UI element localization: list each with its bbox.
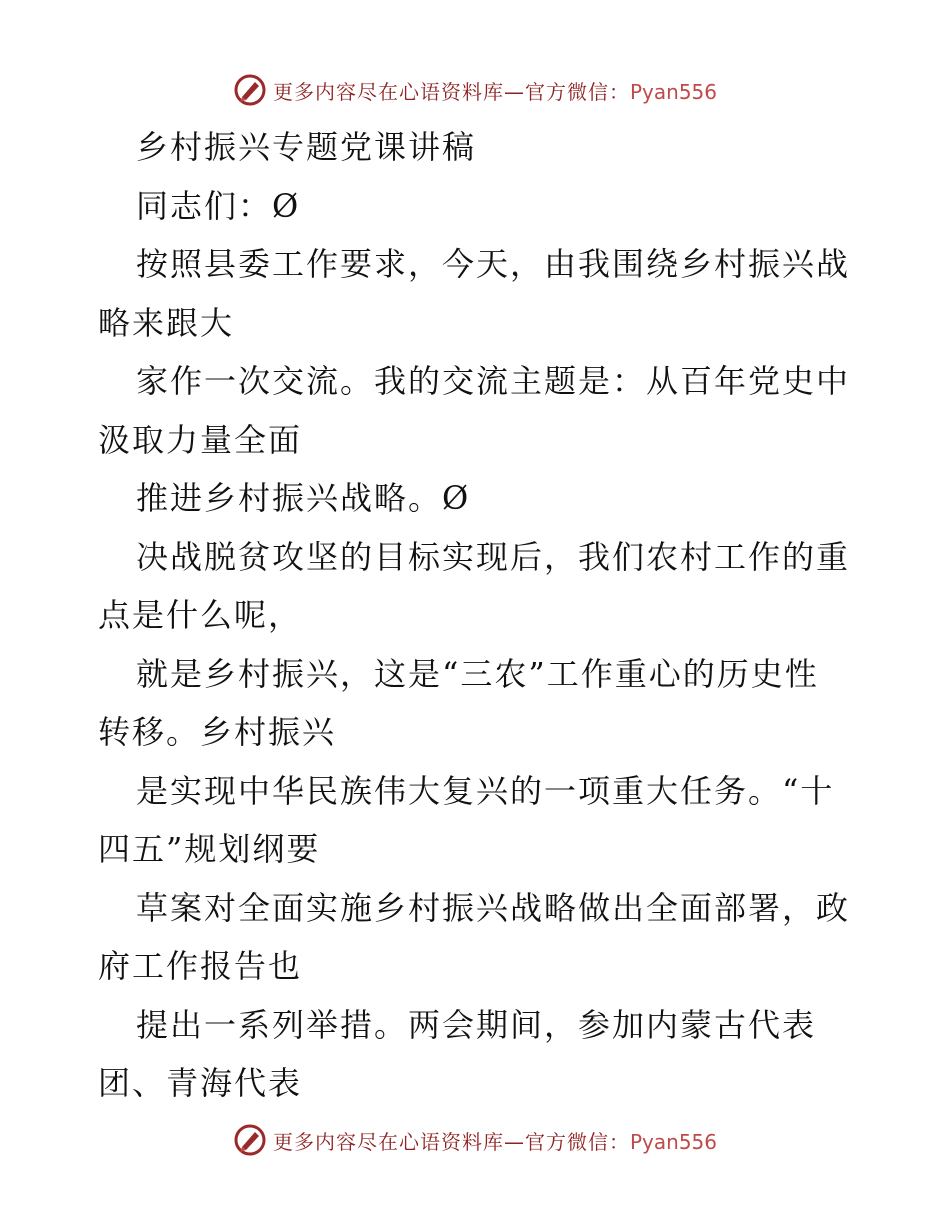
wechat-id: Pyan556: [629, 1129, 717, 1154]
text-line: 决战脱贫攻坚的目标实现后，我们农村工作的重: [136, 537, 851, 576]
banner-text: [273, 1126, 717, 1155]
banner-text: [273, 76, 717, 105]
banner-label: 更多内容尽在心语资料库—官方微信：: [272, 1129, 630, 1154]
text-line: 草案对全面实施乡村振兴战略做出全面部署，政: [136, 888, 851, 927]
text-line: 团、青海代表: [98, 1064, 303, 1102]
text-line: 汲取力量全面: [98, 420, 303, 459]
pen-logo-icon: [233, 1123, 267, 1157]
header-banner: [0, 70, 950, 110]
text-line: 同志们：Ø: [136, 186, 301, 225]
footer-banner: [0, 1120, 950, 1160]
text-line: 推进乡村振兴战略。Ø: [136, 479, 471, 517]
pen-logo-icon: [233, 73, 267, 107]
text-line: 转移。乡村振兴: [98, 713, 337, 751]
text-line: 按照县委工作要求，今天，由我围绕乡村振兴战: [136, 245, 851, 283]
document-body: [98, 118, 858, 1113]
banner-label: 更多内容尽在心语资料库—官方微信：: [272, 79, 630, 104]
text-line: 四五”规划纲要: [98, 830, 321, 868]
doc-title: 乡村振兴专题党课讲稿: [136, 128, 477, 166]
text-line: 就是乡村振兴，这是“三农”工作重心的历史性: [136, 654, 819, 693]
text-line: 提出一系列举措。两会期间，参加内蒙古代表: [136, 1005, 817, 1044]
text-line: 略来跟大: [98, 303, 235, 342]
text-line: 家作一次交流。我的交流主题是：从百年党史中: [136, 362, 851, 400]
text-line: 点是什么呢，: [98, 596, 303, 634]
text-line: 是实现中华民族伟大复兴的一项重大任务。“十: [136, 771, 835, 810]
text-line: 府工作报告也: [98, 947, 303, 985]
wechat-id: Pyan556: [629, 79, 717, 104]
